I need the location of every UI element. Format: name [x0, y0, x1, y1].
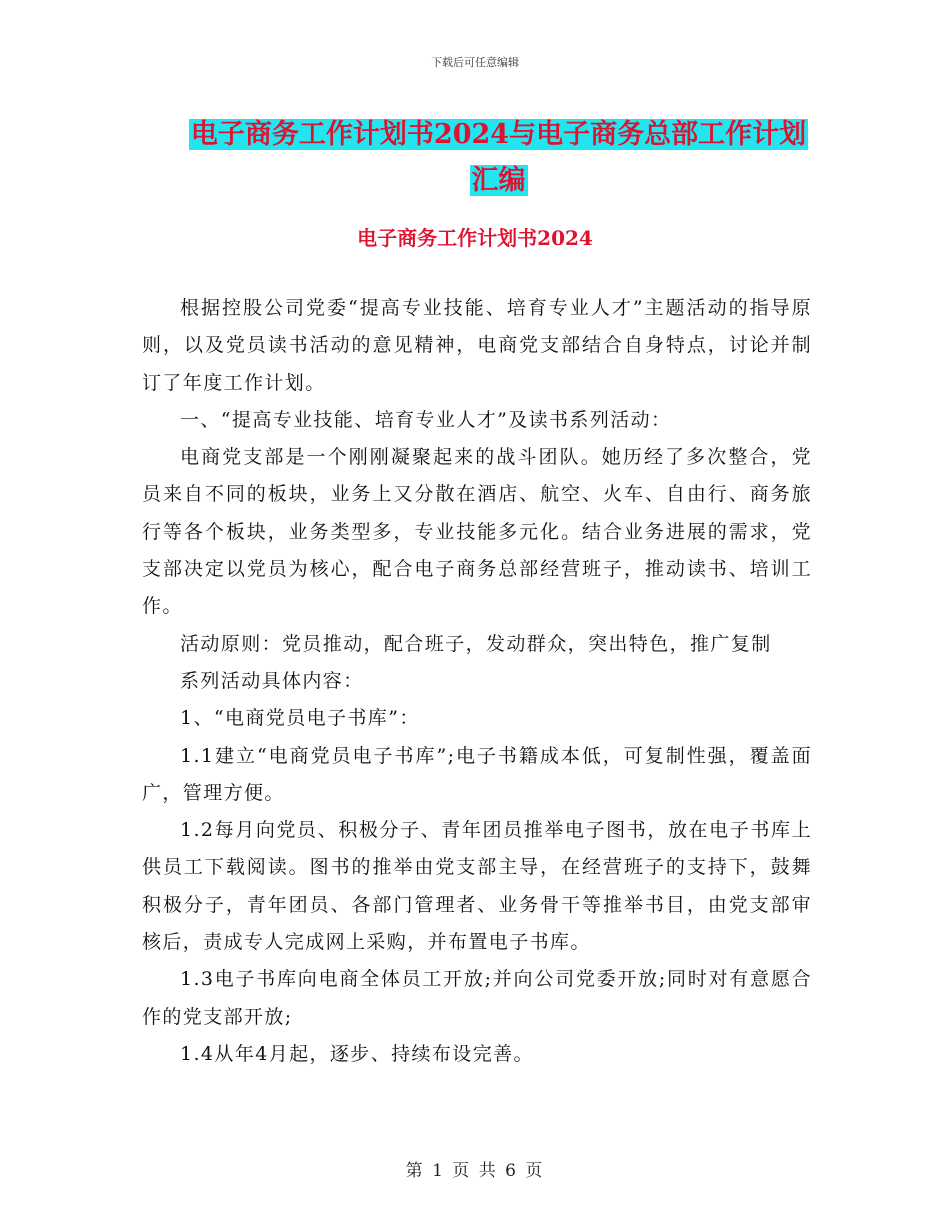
paragraph: 1.3电子书库向电商全体员工开放;并向公司党委开放;同时对有意愿合作的党支部开放;: [142, 968, 812, 1028]
document-title-text: 电子商务工作计划书2024与电子商务总部工作计划汇编: [190, 119, 807, 196]
page-header-note: 下载后可任意编辑: [431, 56, 519, 69]
paragraph: 一、“提高专业技能、培育专业人才”及读书系列活动：: [180, 408, 672, 431]
paragraph: 1、“电商党员电子书库”：: [180, 707, 420, 730]
page-number-footer: 第 1 页 共 6 页: [405, 1161, 545, 1181]
paragraph: 系列活动具体内容：: [180, 669, 364, 692]
paragraph: 1.4从年4月起，逐步、持续布设完善。: [180, 1042, 534, 1065]
paragraph: 电商党支部是一个刚刚凝聚起来的战斗团队。她历经了多次整合，党员来自不同的板块，业务上又分散在酒店、航空、火车、自由行、商务旅行等各个板块，业务类型多，专业技能多元化。结合业务进展的需求，党支部决定以党员为核心，配合电子商务总部经营班子，推动读书、培训工作。: [142, 446, 812, 618]
paragraph: 1.2每月向党员、积极分子、青年团员推举电子图书，放在电子书库上供员工下载阅读。图书的推举由党支部主导，在经营班子的支持下，鼓舞积极分子，青年团员、各部门管理者、业务骨干等推举书目，由党支部审核后，责成专人完成网上采购，并布置电子书库。: [142, 819, 812, 954]
section-title: 电子商务工作计划书2024: [357, 226, 593, 250]
paragraph: 根据控股公司党委“提高专业技能、培育专业人才”主题活动的指导原则，以及党员读书活动的意见精神，电商党支部结合自身特点，讨论并制订了年度工作计划。: [142, 297, 812, 394]
document-body: [142, 290, 812, 1073]
paragraph: 1.1建立“电商党员电子书库”;电子书籍成本低，可复制性强，覆盖面广，管理方便。: [142, 744, 812, 804]
document-title: [186, 112, 811, 204]
paragraph: 活动原则：党员推动，配合班子，发动群众，突出特色，推广复制: [180, 632, 772, 655]
